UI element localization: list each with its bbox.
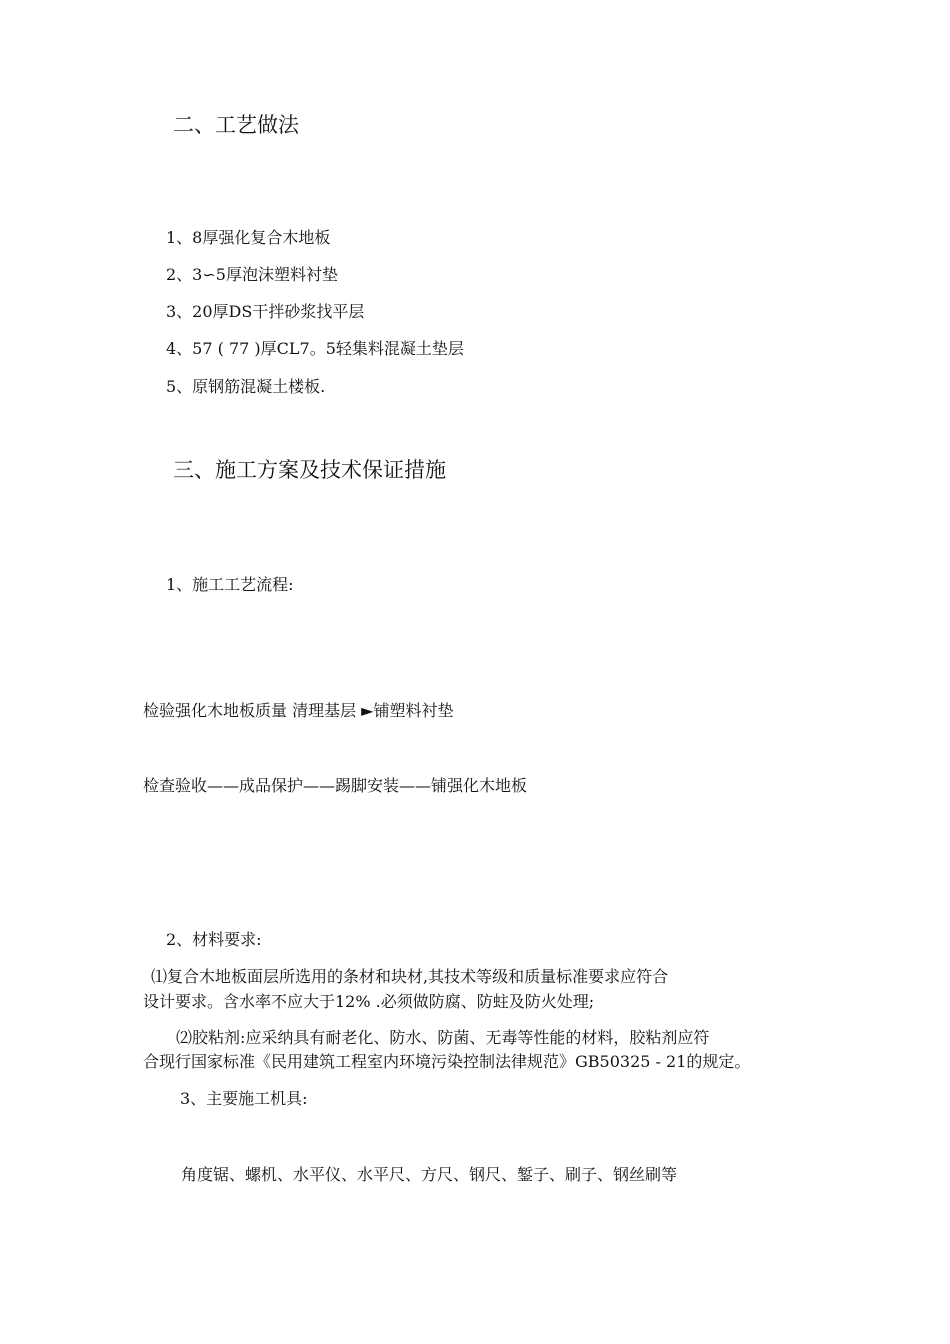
material-2-line-2: 合现行国家标准《民用建筑工程室内环境污染控制法律规范》GB50325 - 21的规定。: [143, 1052, 751, 1071]
material-1-line-2: 设计要求。含水率不应大于12% .必须做防腐、防蛀及防火处理;: [143, 992, 595, 1011]
materials-title: 2、材料要求:: [166, 930, 262, 949]
tools-list: 角度锯、螺机、水平仪、水平尺、方尺、钢尺、錾子、刷子、钢丝刷等: [181, 1165, 678, 1184]
flow-line-2: 检查验收——成品保护——踢脚安装——铺强化木地板: [143, 776, 528, 795]
flow-line-1: 检验强化木地板质量 清理基层 ►铺塑料衬垫: [143, 701, 454, 720]
list-item: 2、3∽5厚泡沫塑料衬垫: [166, 265, 338, 284]
tools-title: 3、主要施工机具:: [180, 1089, 308, 1108]
material-2-line-1: ⑵胶粘剂:应采纳具有耐老化、防水、防菌、无毒等性能的材料，胶粘剂应符: [176, 1028, 710, 1047]
heading-construction-plan: 三、施工方案及技术保证措施: [173, 458, 446, 482]
list-item: 3、20厚DS干拌砂浆找平层: [166, 302, 365, 321]
process-title: 1、施工工艺流程:: [166, 575, 294, 594]
material-1-line-1: ⑴复合木地板面层所选用的条材和块材,其技术等级和质量标准要求应符合: [151, 967, 669, 986]
list-item: 5、原钢筋混凝土楼板.: [166, 377, 326, 396]
list-item: 4、57 ( 77 )厚CL7。5轻集料混凝土垫层: [166, 339, 464, 358]
heading-process-method: 二、工艺做法: [173, 113, 299, 137]
list-item: 1、8厚强化复合木地板: [166, 228, 331, 247]
